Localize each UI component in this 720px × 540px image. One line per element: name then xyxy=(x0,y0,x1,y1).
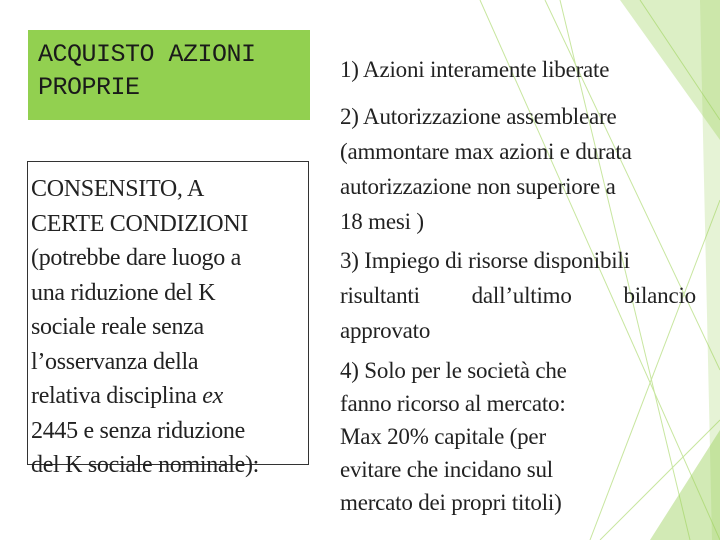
requirement-word: risultanti xyxy=(340,283,420,308)
requirement-line: evitare che incidano sul xyxy=(340,457,553,482)
requirement-line-justified xyxy=(340,278,696,313)
requirement-item-1 xyxy=(340,52,710,87)
requirement-line: (ammontare max azioni e durata xyxy=(340,139,632,164)
requirements-list xyxy=(340,52,710,519)
left-box-line-prefix: relativa disciplina xyxy=(31,383,203,409)
conditions-text-box xyxy=(27,161,309,478)
requirement-line: mercato dei propri titoli) xyxy=(340,490,562,515)
left-box-line: sociale reale senza xyxy=(31,314,204,340)
slide-title-line-1: ACQUISTO AZIONI xyxy=(38,40,256,69)
left-box-line: 2445 e senza riduzione xyxy=(31,417,245,444)
left-box-line: CONSENSITO, A xyxy=(31,176,205,202)
left-box-line-with-ex xyxy=(31,379,308,414)
requirement-line: 1) Azioni interamente liberate xyxy=(340,57,610,82)
slide-title-line-2: PROPRIE xyxy=(38,73,140,102)
requirement-line: 4) Solo per le società che xyxy=(340,358,567,383)
requirement-line: autorizzazione non superiore a xyxy=(340,174,616,199)
requirement-line: fanno ricorso al mercato: xyxy=(340,391,566,416)
left-box-line: CERTE CONDIZIONI xyxy=(31,210,249,237)
left-box-line: (potrebbe dare luogo a xyxy=(31,245,241,271)
requirement-line: 18 mesi ) xyxy=(340,209,424,234)
requirement-word: bilancio xyxy=(623,283,696,308)
requirement-line: Max 20% capitale (per xyxy=(340,424,546,449)
requirement-word: dall’ultimo xyxy=(471,283,572,308)
requirement-line: 2) Autorizzazione assembleare xyxy=(340,104,617,129)
left-box-line: l’osservanza della xyxy=(31,348,199,375)
ex-italic-term: ex xyxy=(202,383,223,409)
requirement-item-2 xyxy=(340,99,710,239)
requirement-item-4 xyxy=(340,354,710,519)
left-box-line: una riduzione del K xyxy=(31,279,216,306)
requirement-line: approvato xyxy=(340,318,431,343)
requirement-line: 3) Impiego di risorse disponibili xyxy=(340,248,630,273)
left-box-line: del K sociale nominale): xyxy=(31,452,260,478)
requirement-item-3 xyxy=(340,243,710,348)
slide-title-box xyxy=(28,30,310,120)
